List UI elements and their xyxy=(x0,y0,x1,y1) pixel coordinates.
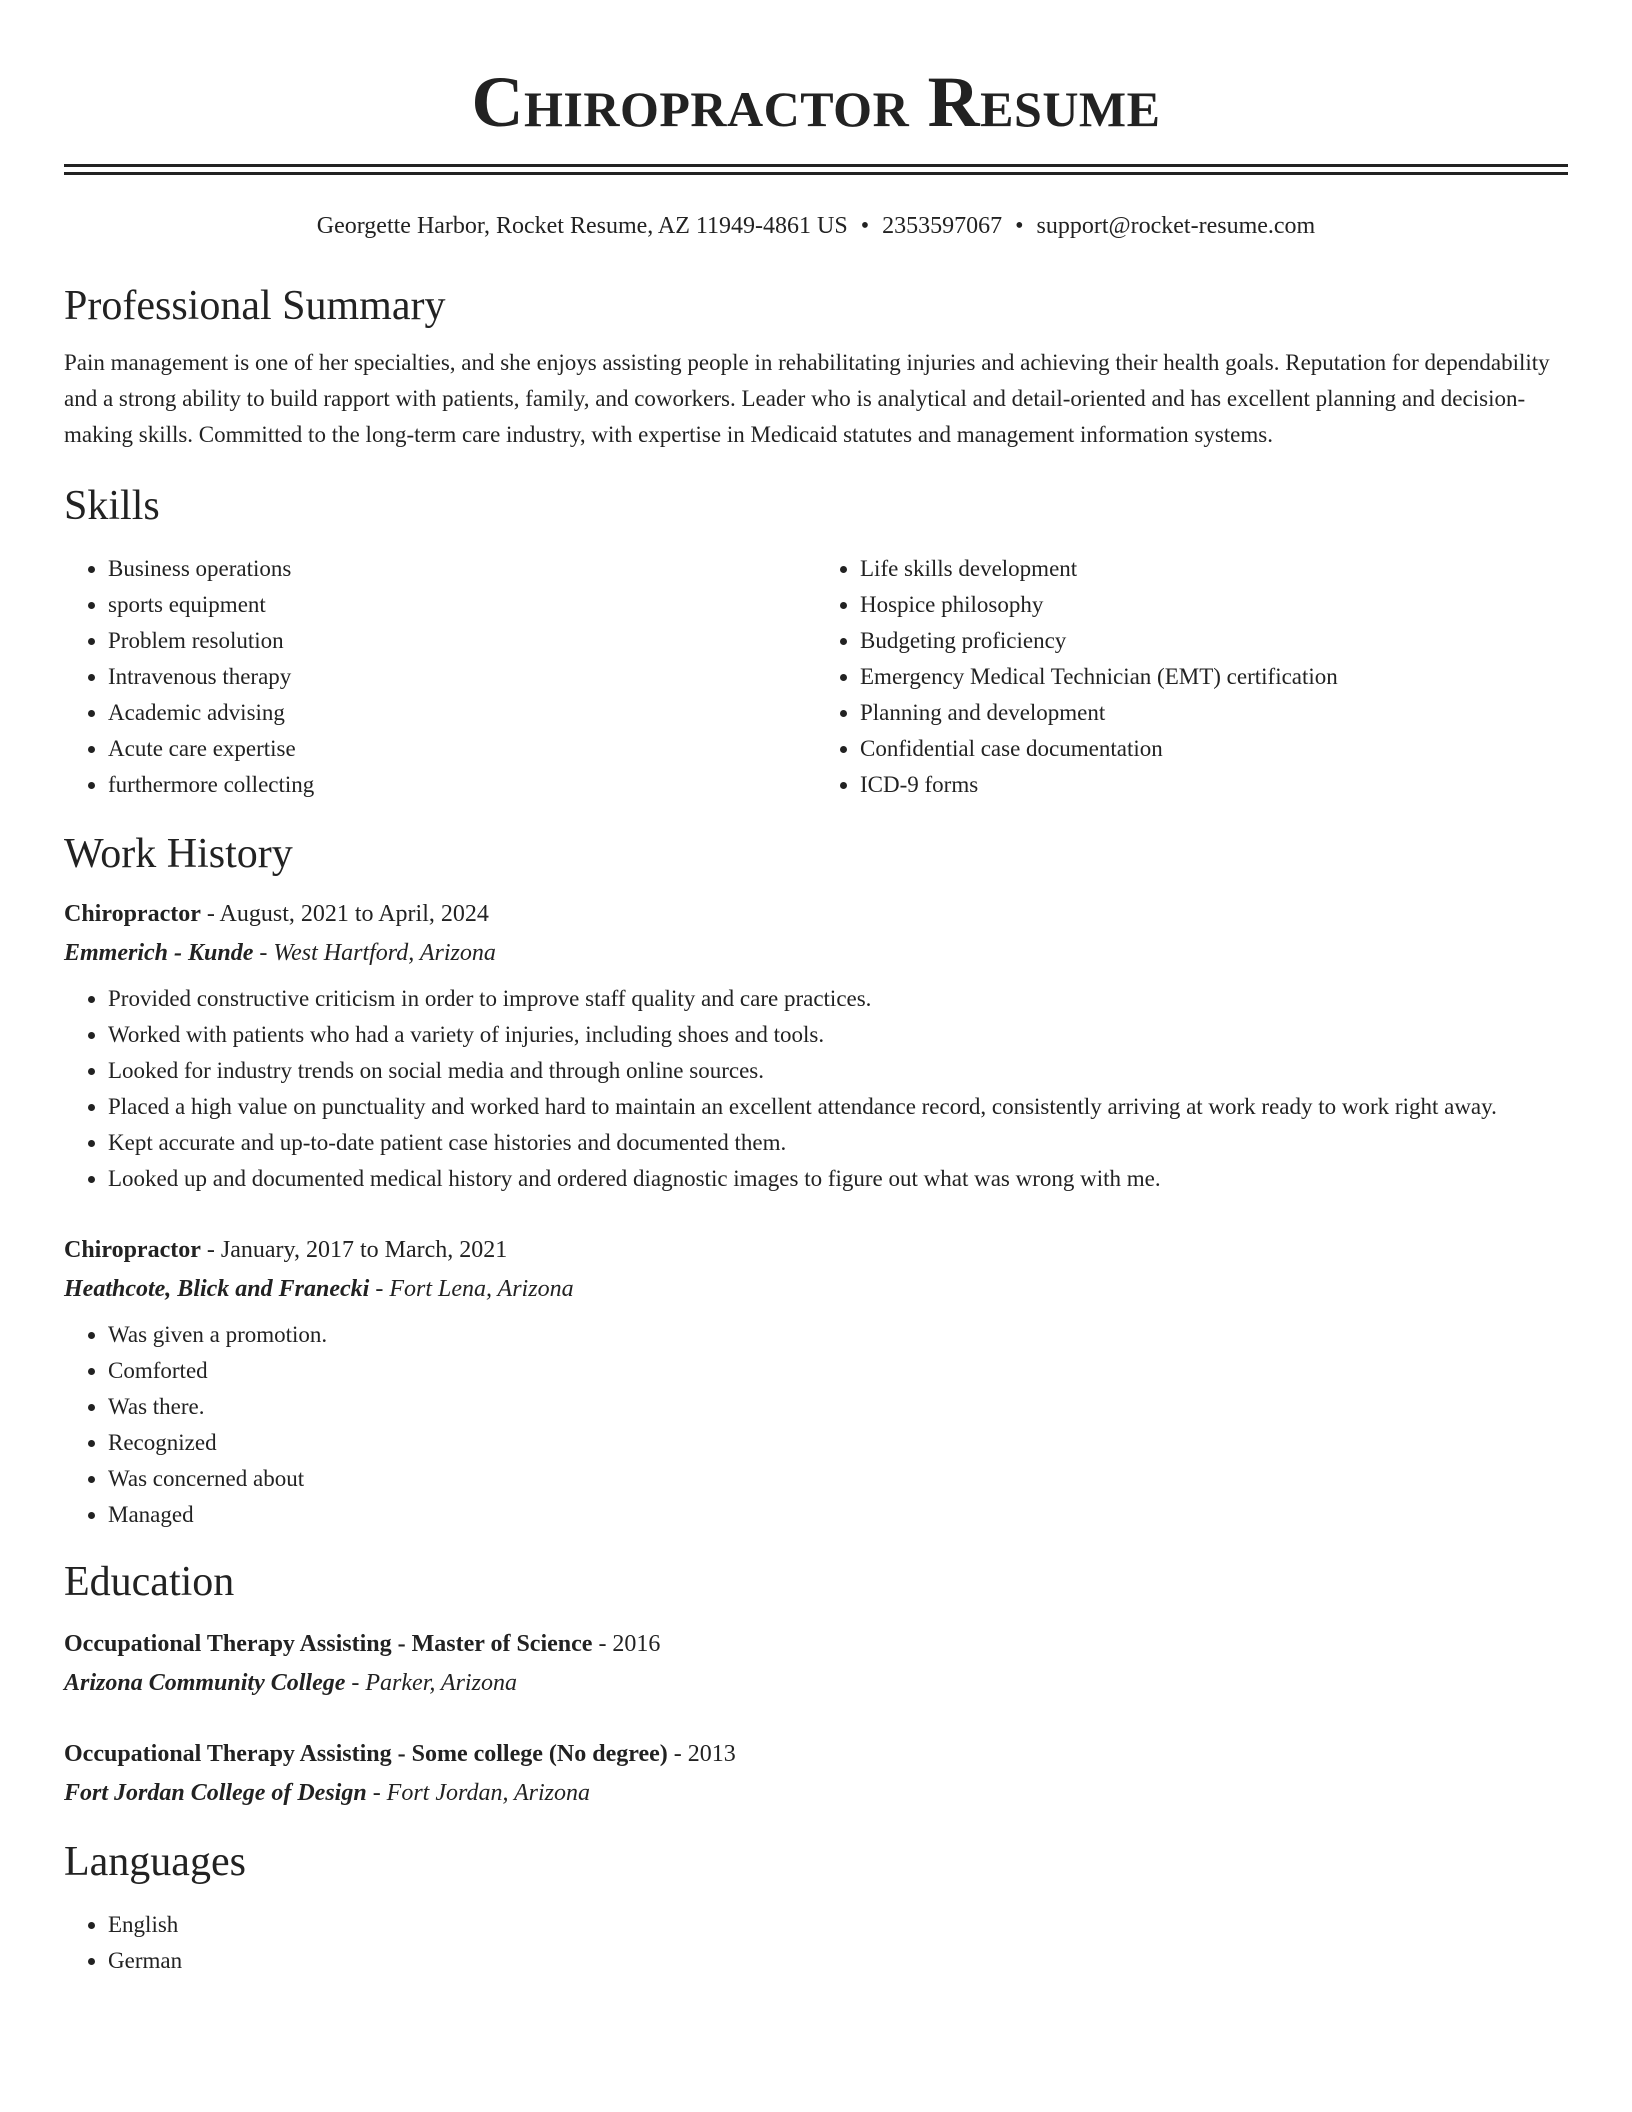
job-title: Chiropractor xyxy=(64,1237,201,1263)
job-entry xyxy=(64,895,1568,1197)
job-bullet: • Was there. xyxy=(108,1389,1568,1425)
employer-name: Emmerich - Kunde xyxy=(64,940,254,966)
degree-year: - 2013 xyxy=(667,1741,736,1767)
school-name: Arizona Community College xyxy=(64,1670,346,1696)
contact-line xyxy=(64,211,1568,241)
job-title-line xyxy=(64,1231,1568,1269)
skill-item: • Intravenous therapy xyxy=(108,659,816,695)
school-line xyxy=(64,1773,1568,1813)
language-item: • German xyxy=(108,1943,1568,1979)
languages-heading: Languages xyxy=(64,1839,246,1885)
title-divider-bottom xyxy=(64,172,1568,175)
employer-line xyxy=(64,1269,1568,1309)
contact-email: support@rocket-resume.com xyxy=(1036,213,1316,239)
job-dates: - January, 2017 to March, 2021 xyxy=(200,1237,508,1263)
contact-separator: • xyxy=(860,213,870,239)
degree-name: Occupational Therapy Assisting - Master of Science xyxy=(64,1631,593,1657)
education-entry xyxy=(64,1625,1568,1703)
job-bullet: • Looked for industry trends on social media and through online sources. xyxy=(108,1053,1568,1089)
job-bullets xyxy=(64,981,1568,1197)
skill-item: • Business operations xyxy=(108,551,816,587)
skills-heading: Skills xyxy=(64,483,160,529)
skill-item: • ICD-9 forms xyxy=(860,767,1568,803)
employer-location: - West Hartford, Arizona xyxy=(253,940,496,966)
degree-name: Occupational Therapy Assisting - Some college (No degree) xyxy=(64,1741,668,1767)
skill-item: • Emergency Medical Technician (EMT) certification xyxy=(860,659,1568,695)
job-bullets xyxy=(64,1317,1568,1533)
skill-item: • sports equipment xyxy=(108,587,816,623)
skill-item: • Life skills development xyxy=(860,551,1568,587)
skills-list xyxy=(64,551,1568,803)
job-bullet: • Managed xyxy=(108,1497,1568,1533)
contact-separator: • xyxy=(1015,213,1024,239)
job-bullet: • Kept accurate and up-to-date patient case histories and documented them. xyxy=(108,1125,1568,1161)
skills-column-left xyxy=(64,551,816,803)
degree-year: - 2016 xyxy=(592,1631,661,1657)
employer-name: Heathcote, Blick and Franecki xyxy=(64,1276,370,1302)
job-bullet: • Was concerned about xyxy=(108,1461,1568,1497)
skill-item: • Planning and development xyxy=(860,695,1568,731)
job-title-line xyxy=(64,895,1568,933)
job-bullet: • Looked up and documented medical history and ordered diagnostic images to figure out what was wrong with me. xyxy=(108,1161,1568,1197)
job-bullet: • Recognized xyxy=(108,1425,1568,1461)
degree-line xyxy=(64,1625,1568,1663)
contact-address: Georgette Harbor, Rocket Resume, AZ 11949-4861 US xyxy=(316,213,848,239)
job-bullet: • Comforted xyxy=(108,1353,1568,1389)
skill-item: • furthermore collecting xyxy=(108,767,816,803)
work-history-heading: Work History xyxy=(64,831,293,877)
job-entry xyxy=(64,1231,1568,1533)
summary-heading: Professional Summary xyxy=(64,283,446,329)
skill-item: • Acute care expertise xyxy=(108,731,816,767)
school-line xyxy=(64,1663,1568,1703)
contact-phone: 2353597067 xyxy=(882,213,1003,239)
education-entry xyxy=(64,1735,1568,1813)
skill-item: • Budgeting proficiency xyxy=(860,623,1568,659)
job-bullet: • Provided constructive criticism in order to improve staff quality and care practices. xyxy=(108,981,1568,1017)
skill-item: • Problem resolution xyxy=(108,623,816,659)
skills-column-right xyxy=(816,551,1568,803)
job-bullet: • Placed a high value on punctuality and worked hard to maintain an excellent attendance record, consistently arriving at work ready to work right away. xyxy=(108,1089,1568,1125)
skill-item: • Academic advising xyxy=(108,695,816,731)
summary-text: Pain management is one of her specialties, and she enjoys assisting people in rehabilitating injuries and achieving their health goals. Reputation for dependability and a strong ability to build rapport with patients, family, and coworkers. Leader who is analytical and detail-oriented and has excellent planning and decision-making skills. Committed to the long-term care industry, with expertise in Medicaid statutes and management information systems. xyxy=(64,350,1550,447)
job-bullet: • Worked with patients who had a variety of injuries, including shoes and tools. xyxy=(108,1017,1568,1053)
skill-item: • Confidential case documentation xyxy=(860,731,1568,767)
job-bullet: • Was given a promotion. xyxy=(108,1317,1568,1353)
school-location: - Parker, Arizona xyxy=(345,1670,517,1696)
employer-location: - Fort Lena, Arizona xyxy=(369,1276,574,1302)
languages-list xyxy=(64,1907,1568,1979)
page-title: Chiropractor Resume xyxy=(471,62,1161,142)
school-name: Fort Jordan College of Design xyxy=(64,1780,367,1806)
degree-line xyxy=(64,1735,1568,1773)
language-item: • English xyxy=(108,1907,1568,1943)
job-dates: - August, 2021 to April, 2024 xyxy=(200,901,489,927)
job-title: Chiropractor xyxy=(64,901,201,927)
employer-line xyxy=(64,933,1568,973)
education-heading: Education xyxy=(64,1559,235,1605)
skill-item: • Hospice philosophy xyxy=(860,587,1568,623)
school-location: - Fort Jordan, Arizona xyxy=(366,1780,591,1806)
